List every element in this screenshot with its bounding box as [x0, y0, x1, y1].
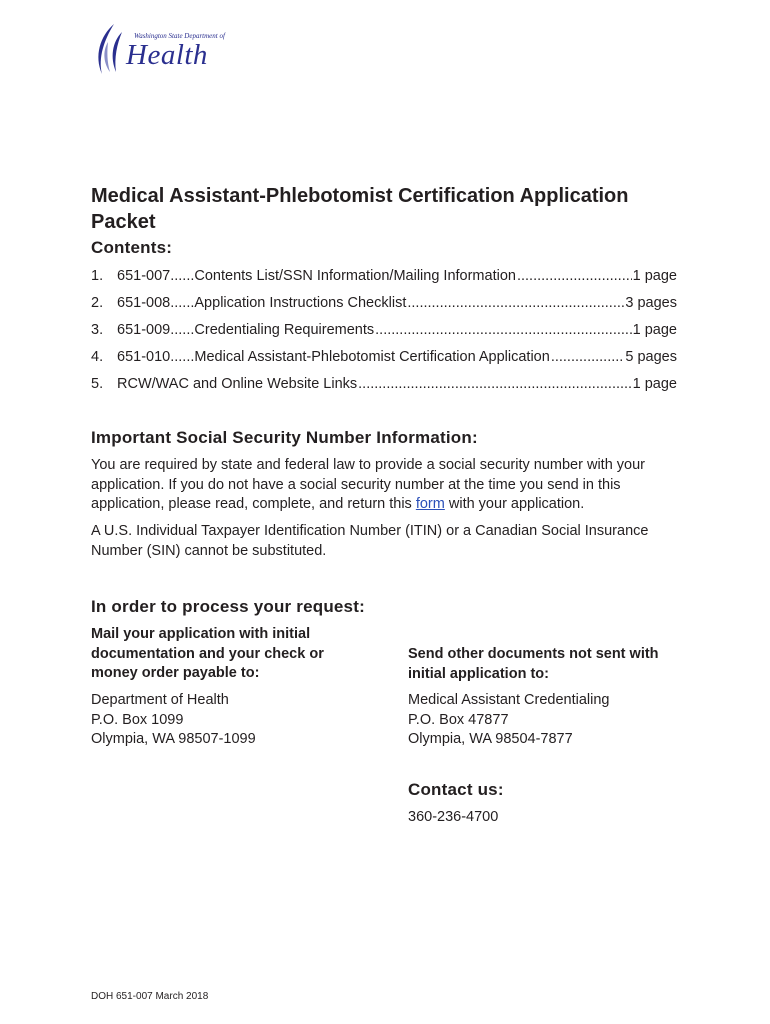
ssn-text-before: You are required by state and federal law to provide a social security number with your application. If you do not have a social security number at the time you send in this application, please read, complete, and return this [91, 457, 645, 512]
list-item [91, 295, 677, 322]
address-line: P.O. Box 47877 [408, 711, 509, 728]
item-title: RCW/WAC and Online Website Links [117, 376, 358, 392]
item-pages: 1 page [632, 376, 677, 392]
item-code: 651-007 [117, 268, 171, 284]
ssn-text-after: with your application. [444, 496, 585, 512]
item-code: 651-008 [117, 295, 171, 311]
item-title: Contents List/SSN Information/Mailing Information [194, 268, 516, 284]
item-separator: ...... [170, 295, 195, 311]
item-separator: ...... [170, 322, 195, 338]
leader-dots [375, 322, 632, 338]
list-item [91, 349, 677, 376]
doh-logo [92, 22, 225, 82]
item-number: 3. [91, 322, 104, 338]
other-docs-heading: Send other documents not sent with initial application to: [408, 646, 659, 682]
mail-address [91, 691, 256, 750]
item-number: 5. [91, 376, 104, 392]
address-line: Olympia, WA 98504-7877 [408, 731, 573, 747]
ssn-form-link[interactable]: form [415, 496, 445, 512]
leader-dots [358, 376, 632, 392]
logo-department-text: Washington State Department of [134, 32, 225, 40]
item-number: 2. [91, 295, 104, 311]
item-number: 4. [91, 349, 104, 365]
item-pages: 3 pages [625, 295, 677, 311]
leader-dots [551, 349, 625, 365]
item-code: 651-010 [117, 349, 171, 365]
ssn-heading: Important Social Security Number Information: [91, 428, 478, 447]
item-separator: ...... [170, 268, 195, 284]
item-code: 651-009 [117, 322, 171, 338]
process-heading: In order to process your request: [91, 597, 365, 616]
item-pages: 5 pages [625, 349, 677, 365]
item-number: 1. [91, 268, 104, 284]
address-line: Department of Health [91, 692, 229, 708]
list-item [91, 322, 677, 349]
list-item [91, 376, 677, 403]
address-line: P.O. Box 1099 [91, 711, 184, 728]
item-title: Credentialing Requirements [194, 322, 375, 338]
mail-heading: Mail your application with initial documentation and your check or money order payable to: [91, 626, 324, 681]
other-docs-address [408, 691, 610, 750]
leader-dots [407, 295, 624, 311]
item-pages: 1 page [632, 322, 677, 338]
item-title: Application Instructions Checklist [194, 295, 407, 311]
address-line: Medical Assistant Credentialing [408, 692, 610, 708]
itin-paragraph: A U.S. Individual Taxpayer Identification Number (ITIN) or a Canadian Social Insurance Number (SIN) cannot be substituted. [91, 523, 649, 559]
contents-heading: Contents: [91, 238, 173, 257]
item-title: Medical Assistant-Phlebotomist Certification Application [194, 349, 550, 365]
contact-phone: 360-236-4700 [408, 809, 499, 825]
leader-dots [517, 268, 632, 284]
logo-health-text: Health [126, 39, 208, 71]
item-separator: ...... [170, 349, 195, 365]
address-line: Olympia, WA 98507-1099 [91, 731, 256, 747]
ssn-paragraph [91, 456, 681, 515]
contents-list [91, 268, 677, 403]
page-title: Medical Assistant-Phlebotomist Certification Application Packet [91, 185, 629, 233]
contact-heading: Contact us: [408, 780, 504, 799]
item-pages: 1 page [632, 268, 677, 284]
list-item [91, 268, 677, 295]
form-footer: DOH 651-007 March 2018 [91, 991, 209, 1002]
